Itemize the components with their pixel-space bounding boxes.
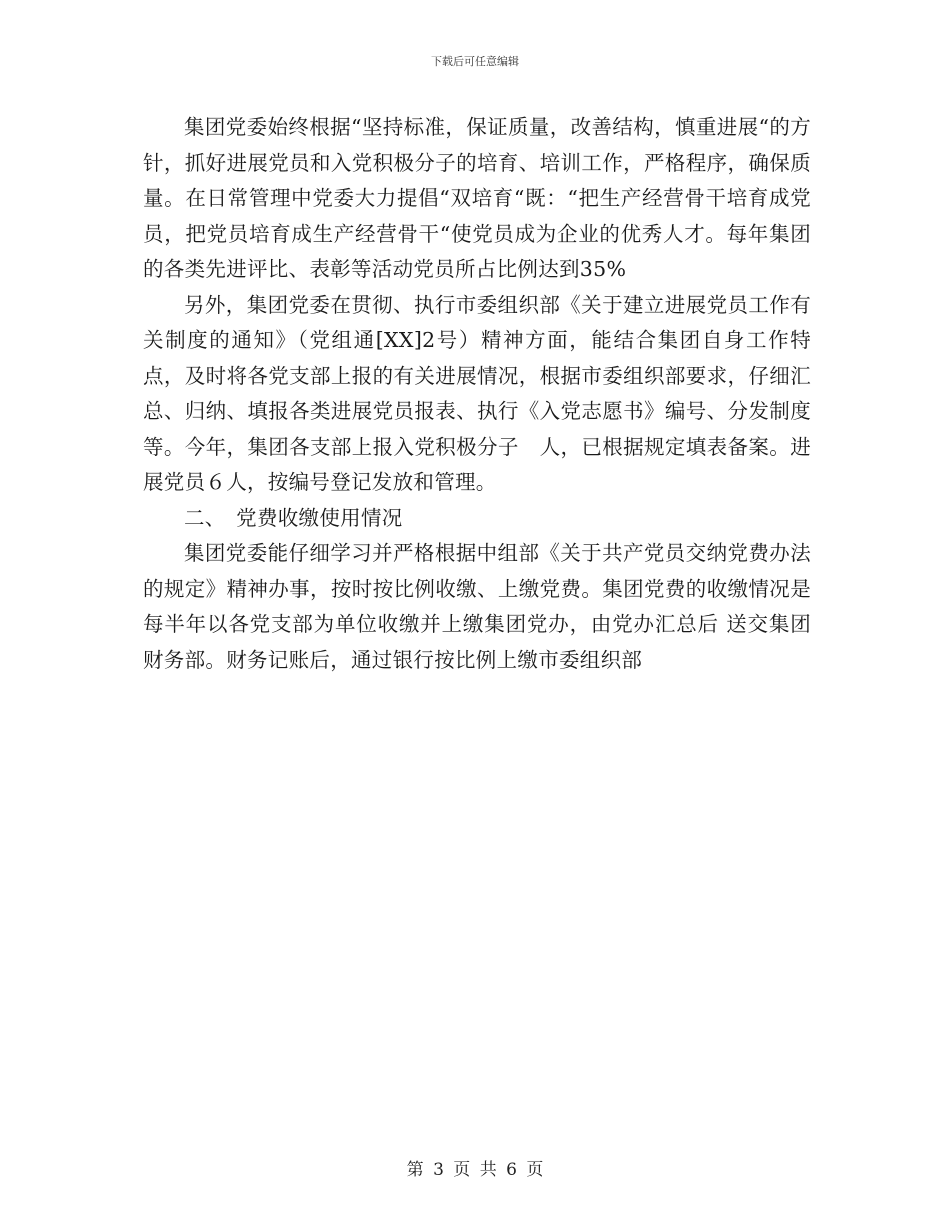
paragraph-implementation: 另外，集团党委在贯彻、执行市委组织部《关于建立进展党员工作有关制度的通知》（党组通[XX]2号）精神方面，能结合集团自身工作特点，及时将各党支部上报的有关进展情况，根据市委组织部要求，仔细汇总、归纳、填报各类进展党员报表、执行《入党志愿书》编号、分发制度等。今年，集团各支部上报入党积极分子 人，已根据规定填表备案。进展党员６人，按编号登记发放和管理。	[143, 292, 811, 494]
document-body	[143, 110, 811, 678]
page-number-footer: 第 3 页 共 6 页	[406, 1160, 544, 1180]
paragraph-party-dues: 集团党委能仔细学习并严格根据中组部《关于共产党员交纳党费办法的规定》精神办事，按时按比例收缴、上缴党费。集团党费的收缴情况是每半年以各党支部为单位收缴并上缴集团党办，由党办汇总后 送交集团财务部。财务记账后，通过银行按比例上缴市委组织部	[143, 541, 811, 672]
page-header-note: 下载后可任意编辑	[431, 55, 519, 68]
section-heading-party-dues: 二、 党费收缴使用情况	[184, 505, 403, 530]
paragraph-party-development: 集团党委始终根据“坚持标准，保证质量，改善结构，慎重进展“的方针，抓好进展党员和入党积极分子的培育、培训工作，严格程序，确保质量。在日常管理中党委大力提倡“双培育“既：“把生产经营骨干培育成党员，把党员培育成生产经营骨干“使党员成为企业的优秀人才。每年集团的各类先进评比、表彰等活动党员所占比例达到35%	[143, 115, 811, 281]
